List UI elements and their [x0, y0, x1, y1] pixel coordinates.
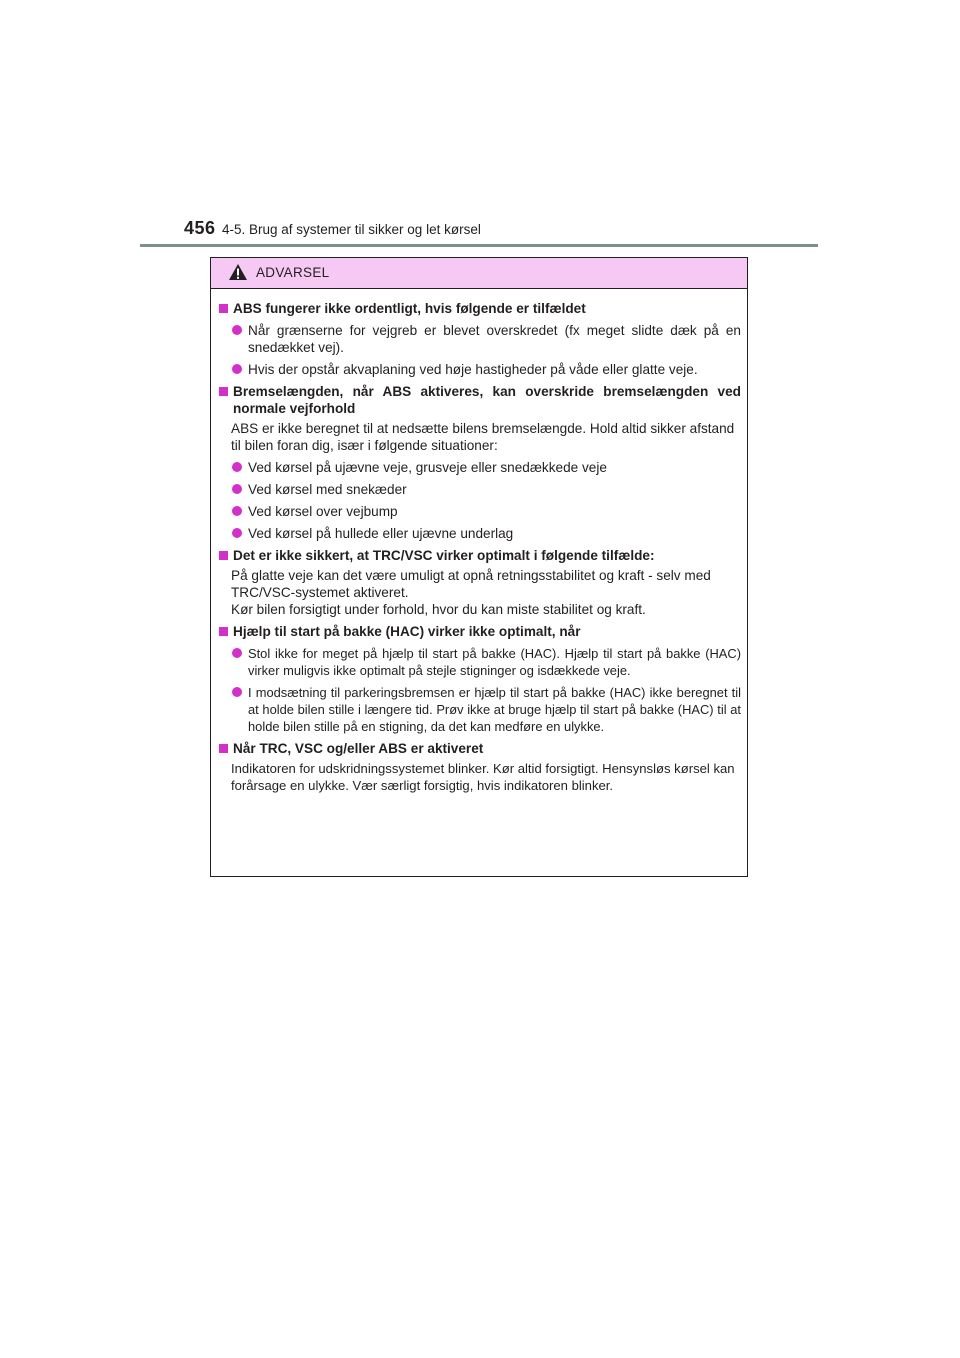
square-bullet-icon [219, 387, 228, 396]
section-heading: Bremselængden, når ABS aktiveres, kan overskride bremselængden ved normale vejforhold [218, 383, 741, 417]
circle-bullet-icon [232, 648, 242, 658]
square-bullet-icon [219, 744, 228, 753]
square-bullet-icon [219, 551, 228, 560]
list-item: Ved kørsel over vejbump [218, 503, 741, 520]
list-item: Hvis der opstår akvaplaning ved høje hastigheder på våde eller glatte veje. [218, 361, 741, 378]
list-item: Ved kørsel på ujævne veje, grusveje eller snedækkede veje [218, 459, 741, 476]
warning-label: ADVARSEL [256, 265, 330, 280]
section-heading: Når TRC, VSC og/eller ABS er aktiveret [218, 740, 741, 757]
circle-bullet-icon [232, 462, 242, 472]
warning-header [211, 258, 747, 289]
paragraph: Indikatoren for udskridningssystemet blinker. Kør altid forsigtigt. Hensynsløs kørsel kan forårsage en ulykke. Vær særligt forsigtig, hvis indikatoren blinker. [231, 761, 735, 793]
square-bullet-icon [219, 627, 228, 636]
page-number: 456 [184, 218, 216, 238]
circle-bullet-icon [232, 687, 242, 697]
warning-triangle-icon [228, 263, 248, 281]
square-bullet-icon [219, 304, 228, 313]
section-heading: Det er ikke sikkert, at TRC/VSC virker optimalt i følgende tilfælde: [218, 547, 741, 564]
circle-bullet-icon [232, 325, 242, 335]
list-item: Når grænserne for vejgreb er blevet overskredet (fx meget slidte dæk på en snedækket vej). [218, 322, 741, 356]
list-item: Ved kørsel med snekæder [218, 481, 741, 498]
section-heading: Hjælp til start på bakke (HAC) virker ikke optimalt, når [218, 623, 741, 640]
warning-box [210, 257, 748, 877]
paragraph: På glatte veje kan det være umuligt at opnå retningsstabilitet og kraft - selv med TRC/VSC-systemet aktiveret. [231, 568, 711, 600]
paragraph: Kør bilen forsigtigt under forhold, hvor du kan miste stabilitet og kraft. [231, 602, 646, 617]
circle-bullet-icon [232, 364, 242, 374]
circle-bullet-icon [232, 484, 242, 494]
circle-bullet-icon [232, 528, 242, 538]
list-item: I modsætning til parkeringsbremsen er hjælp til start på bakke (HAC) ikke beregnet til at holde bilen stille i længere tid. Prøv ikke at bruge hjælp til start på bakke (HAC) til at holde bilen stille på en stigning, da det kan medføre en ulykke. [218, 684, 741, 735]
header-rule [140, 244, 818, 247]
paragraph: ABS er ikke beregnet til at nedsætte bilens bremselængde. Hold altid sikker afstand til bilen foran dig, især i følgende situationer: [231, 421, 735, 453]
list-item: Stol ikke for meget på hjælp til start på bakke (HAC). Hjælp til start på bakke (HAC) virker muligvis ikke optimalt på stejle stigninger og isdækkede veje. [218, 645, 741, 679]
warning-body [211, 289, 747, 794]
circle-bullet-icon [232, 506, 242, 516]
list-item: Ved kørsel på hullede eller ujævne underlag [218, 525, 741, 542]
section-title: 4-5. Brug af systemer til sikker og let kørsel [222, 222, 481, 237]
section-heading: ABS fungerer ikke ordentligt, hvis følgende er tilfældet [218, 300, 741, 317]
